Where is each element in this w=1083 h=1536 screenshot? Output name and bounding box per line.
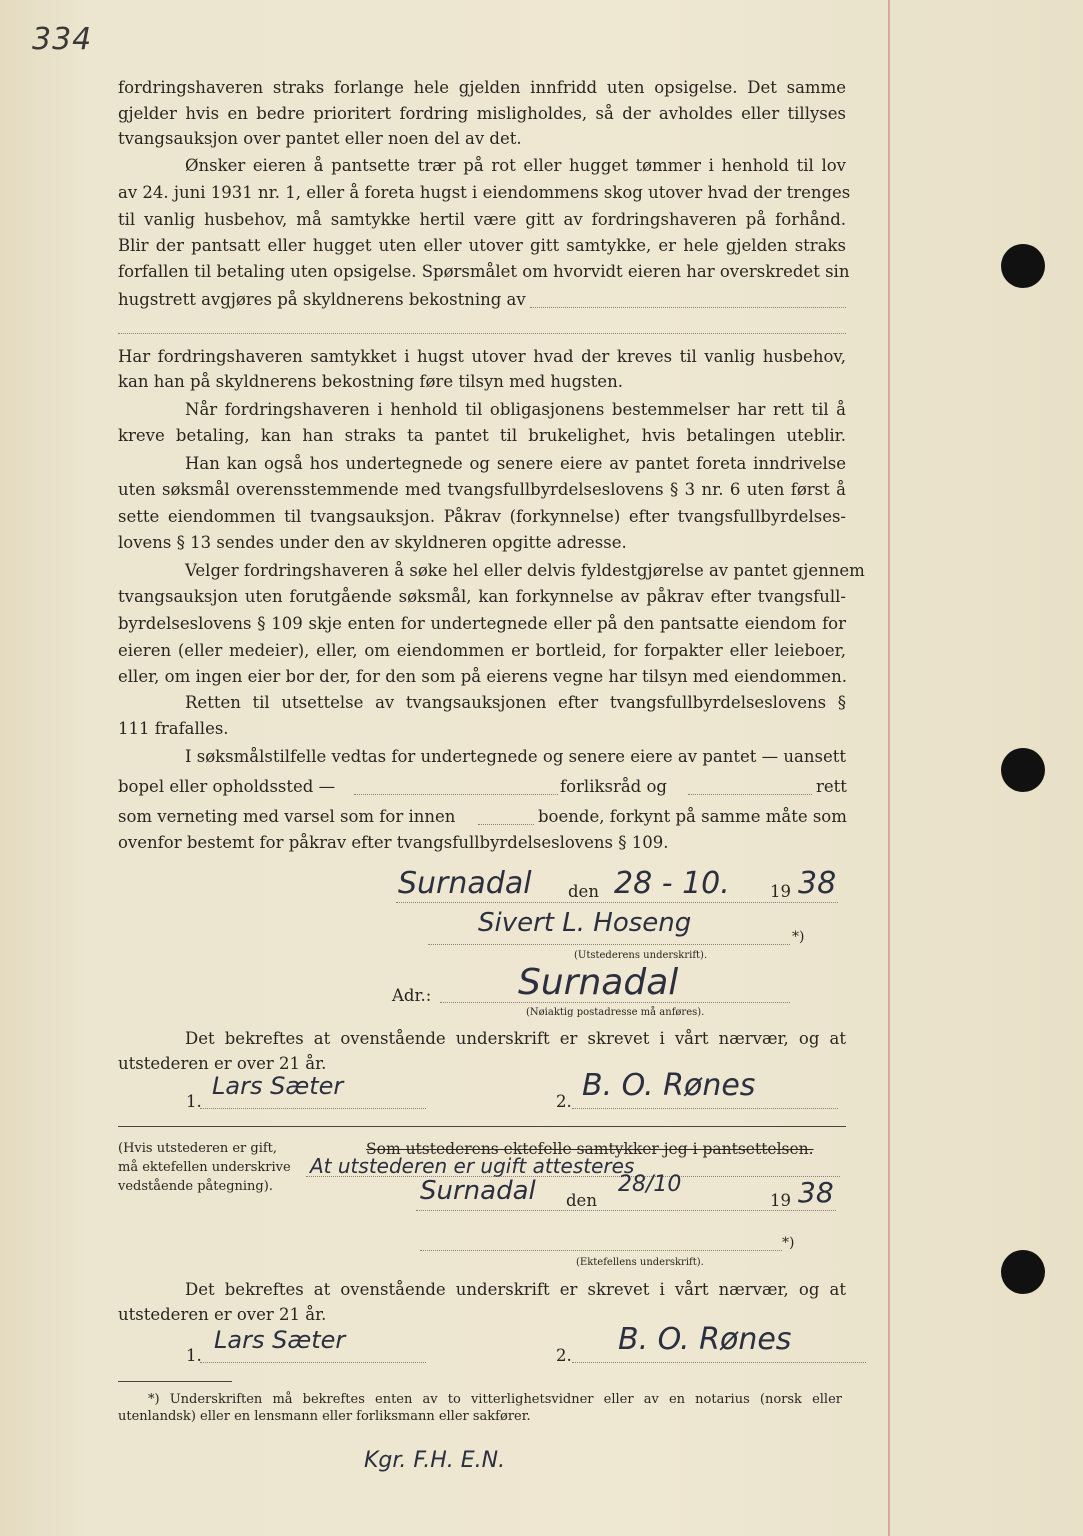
body-line: til vanlig husbehov, må samtykke hertil være gitt av fordringshaveren på forhånd. <box>118 210 846 229</box>
den-label: den <box>568 882 599 901</box>
fill-line <box>478 824 534 825</box>
punch-hole <box>1001 1250 1045 1294</box>
witness-2-signature: B. O. Rønes <box>618 1322 792 1357</box>
body-line: eller, om ingen eier bor der, for den som på eierens vegne har tilsyn med eiendommen. <box>118 667 847 686</box>
fill-line <box>396 902 838 903</box>
issuer-signature: Sivert L. Hoseng <box>478 908 692 938</box>
witness-1-signature: Lars Sæter <box>212 1072 344 1100</box>
body-line: boende, forkynt på samme måte som <box>538 807 847 826</box>
body-line: Har fordringshaveren samtykket i hugst utover hvad der kreves til vanlig husbehov, <box>118 347 846 366</box>
body-line: Ønsker eieren å pantsette trær på rot eller hugget tømmer i henhold til lov <box>185 156 846 175</box>
fill-line <box>572 1108 838 1109</box>
body-line: Han kan også hos undertegnede og senere eiere av pantet foreta inndrivelse <box>185 454 846 473</box>
witness-number: 2. <box>556 1346 572 1365</box>
spouse-note-line: (Hvis utstederen er gift, <box>118 1141 278 1156</box>
footnote-rule <box>118 1381 232 1382</box>
body-line: Retten til utsettelse av tvangsauksjonen efter tvangsfullbyrdelseslovens § <box>185 693 846 712</box>
confirm-line: utstederen er over 21 år. <box>118 1305 327 1324</box>
footnote-line: utenlandsk) eller en lensmann eller forliksmann eller sakfører. <box>118 1409 531 1424</box>
body-line: 111 frafalles. <box>118 719 229 738</box>
body-line: forfallen til betaling uten opsigelse. Spørsmålet om hvorvidt eieren har overskredet sin <box>118 262 850 281</box>
fill-line <box>306 1176 840 1177</box>
fill-line <box>200 1108 426 1109</box>
den-label: den <box>566 1191 597 1210</box>
witness-1-signature: Lars Sæter <box>214 1326 346 1354</box>
year-prefix: 19 <box>770 1191 791 1210</box>
body-line: uten søksmål overensstemmende med tvangsfullbyrdelseslovens § 3 nr. 6 uten først å <box>118 480 846 499</box>
address-caption: (Nøiaktig postadresse må anføres). <box>526 1007 705 1018</box>
body-line: sette eiendommen til tvangsauksjon. Påkrav (forkynnelse) efter tvangsfullbyrdelses- <box>118 507 846 526</box>
fill-line <box>572 1362 866 1363</box>
rett-label: rett <box>816 777 847 796</box>
confirm-line: Det bekreftes at ovenstående underskrift er skrevet i vårt nærvær, og at <box>185 1280 846 1299</box>
year-prefix: 19 <box>770 882 791 901</box>
footnote-marker: *) <box>792 929 805 945</box>
body-line: tvangsauksjon uten forutgående søksmål, kan forkynnelse av påkrav efter tvangsfull- <box>118 587 846 606</box>
confirm-line: Det bekreftes at ovenstående underskrift er skrevet i vårt nærvær, og at <box>185 1029 846 1048</box>
margin-rule <box>888 0 890 1536</box>
bopel-label: bopel eller opholdssted — <box>118 777 336 796</box>
body-line: fordringshaveren straks forlange hele gjelden innfridd uten opsigelse. Det samme <box>118 78 846 97</box>
body-line: byrdelseslovens § 109 skje enten for undertegnede eller på den pantsatte eiendom for <box>118 614 846 633</box>
fill-line <box>530 307 846 308</box>
place-handwritten: Surnadal <box>398 866 532 901</box>
address-handwritten: Surnadal <box>518 962 679 1003</box>
footnote-line: *) Underskriften må bekreftes enten av to vitterlighetsvidner eller av en notarius (norsk eller <box>148 1392 842 1407</box>
fill-line <box>200 1362 426 1363</box>
body-line: gjelder hvis en bedre prioritert fordring misligholdes, så der avholdes eller tillyses <box>118 104 846 123</box>
fill-line <box>440 1002 790 1003</box>
fill-line <box>118 333 846 334</box>
body-line: ovenfor bestemt for påkrav efter tvangsfullbyrdelseslovens § 109. <box>118 833 669 852</box>
body-line: av 24. juni 1931 nr. 1, eller å foreta hugst i eiendommens skog utover hvad der trenges <box>118 183 851 202</box>
body-line: I søksmålstilfelle vedtas for undertegnede og senere eiere av pantet — uansett <box>185 747 846 766</box>
body-line: kreve betaling, kan han straks ta pantet til brukelighet, hvis betalingen uteblir. <box>118 426 846 445</box>
fill-line <box>420 1250 782 1251</box>
witness-2-signature: B. O. Rønes <box>582 1068 756 1103</box>
body-line: lovens § 13 sendes under den av skyldneren opgitte adresse. <box>118 533 627 552</box>
registry-mark-handwritten: Kgr. F.H. E.N. <box>364 1448 506 1473</box>
body-line: Når fordringshaveren i henhold til obligasjonens bestemmelser har rett til å <box>185 400 846 419</box>
page-number: 334 <box>32 22 93 57</box>
fill-line <box>354 794 558 795</box>
date-handwritten: 28 - 10. <box>614 866 730 901</box>
body-line: som verneting med varsel som for innen <box>118 807 456 826</box>
confirm-line: utstederen er over 21 år. <box>118 1054 327 1073</box>
body-line: Blir der pantsatt eller hugget uten eller utover gitt samtykke, er hele gjelden straks <box>118 236 846 255</box>
forliksrad-label: forliksråd og <box>560 777 667 796</box>
year-handwritten: 38 <box>798 1176 834 1209</box>
spouse-consent-struck: Som utstederens ektefelle samtykker jeg i pantsettelsen. <box>366 1140 814 1158</box>
year-handwritten: 38 <box>798 866 837 901</box>
unmarried-attestation-handwritten: At utstederen er ugift attesteres <box>310 1154 635 1178</box>
punch-hole <box>1001 244 1045 288</box>
punch-hole <box>1001 748 1045 792</box>
body-line: hugstrett avgjøres på skyldnerens bekostning av <box>118 290 526 309</box>
body-line: kan han på skyldnerens bekostning føre tilsyn med hugsten. <box>118 372 623 391</box>
witness-number: 1. <box>186 1092 202 1111</box>
fill-line <box>688 794 812 795</box>
spouse-note-line: må ektefellen underskrive <box>118 1160 291 1175</box>
spouse-date-handwritten: 28/10 <box>618 1172 682 1197</box>
body-line: eieren (eller medeier), eller, om eiendommen er bortleid, for forpakter eller leieboer, <box>118 641 846 660</box>
witness-number: 1. <box>186 1346 202 1365</box>
fill-line <box>428 944 790 945</box>
body-line: tvangsauksjon over pantet eller noen del av det. <box>118 129 522 148</box>
address-label: Adr.: <box>392 986 432 1005</box>
spouse-note-line: vedstående påtegning). <box>118 1179 273 1194</box>
section-rule <box>118 1126 846 1127</box>
witness-number: 2. <box>556 1092 572 1111</box>
body-line: Velger fordringshaveren å søke hel eller delvis fyldestgjørelse av pantet gjennem <box>185 561 865 580</box>
footnote-marker: *) <box>782 1235 795 1251</box>
spouse-place-handwritten: Surnadal <box>420 1176 536 1206</box>
issuer-signature-caption: (Utstederens underskrift). <box>574 950 708 961</box>
fill-line <box>416 1210 836 1211</box>
spouse-signature-caption: (Ektefellens underskrift). <box>576 1257 704 1268</box>
